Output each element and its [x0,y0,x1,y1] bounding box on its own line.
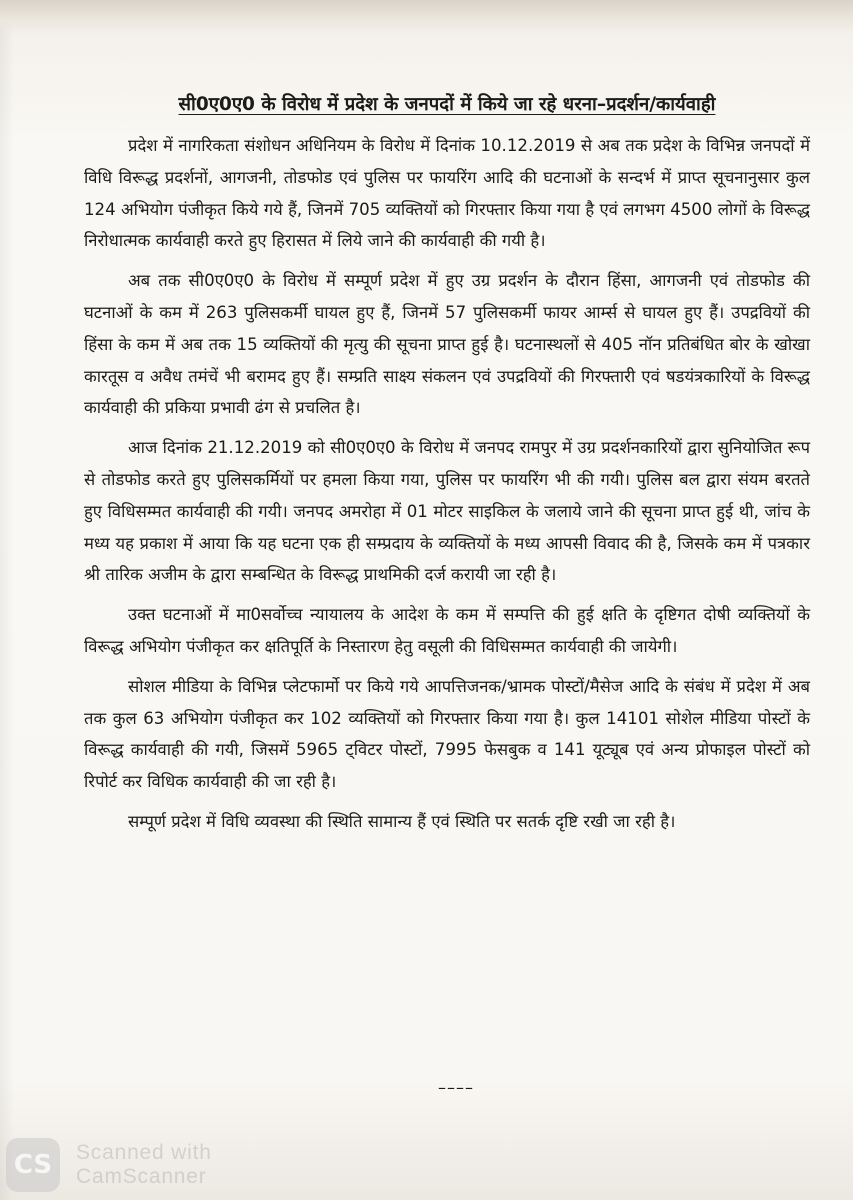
paragraph-damage-recovery: उक्त घटनाओं में मा0सर्वोच्च न्यायालय के आदेश के कम में सम्पत्ति की हुई क्षति के दृष्टिगत दोषी व्यक्तियों के विरूद्ध अभियोग पंजीकृत कर क्षतिपूर्ति के निस्तारण हेतु वसूली की विधिसम्मत कार्यवाही की जायेगी। [84,605,810,656]
paragraph-social-media: सोशल मीडिया के विभिन्न प्लेटफार्मो पर किये गये आपत्तिजनक/भ्रामक पोस्टों/मैसेज आदि के संबंध में प्रदेश में अब तक कुल 63 अभियोग पंजीकृत कर 102 व्यक्तियों को गिरफ्तार किया गया है। कुल 14101 सोशेल मीडिया पोस्टों के विरूद्ध कार्यवाही की गयी, जिसमें 5965 ट्विटर पोस्टों, 7995 फेसबुक व 141 यूट्यूब एवं अन्य प्रोफाइल पोस्टों को रिपोर्ट कर विधिक कार्यवाही की जा रही है। [84,676,810,792]
paragraph-violence-injuries: अब तक सी0ए0ए0 के विरोध में सम्पूर्ण प्रदेश में हुए उग्र प्रदर्शन के दौरान हिंसा, आगजनी एवं तोडफोड की घटनाओं के कम में 263 पुलिसकर्मी घायल हुए हैं, जिनमें 57 पुलिसकर्मी फायर आर्म्स से घायल हुए हैं। उपद्रवियों की हिंसा के कम में अब तक 15 व्यक्तियों की मृत्यु की सूचना प्राप्त हुई है। घटनास्थलों से 405 नॉन प्रतिबंधित बोर के खोखा कारतूस व अवैध तमंचें भी बरामद हुए हैं। सम्प्रति साक्ष्य संकलन एवं उपद्रवियों की गिरफ्तारी एवं षडयंत्रकारियों के विरूद्ध कार्यवाही की प्रकिया प्रभावी ढंग से प्रचलित है। [84,271,810,418]
paragraph-rampur-amroha: आज दिनांक 21.12.2019 को सी0ए0ए0 के विरोध में जनपद रामपुर में उग्र प्रदर्शनकारियों द्वारा सुनियोजित रूप से तोडफोड करते हुए पुलिसकर्मियों पर हमला किया गया, पुलिस पर फायरिंग भी की गयी। पुलिस बल द्वारा संयम बरतते हुए विधिसम्मत कार्यवाही की गयी। जनपद अमरोहा में 01 मोटर साइकिल के जलाये जाने की सूचना प्राप्त हुई थी, जांच के मध्य यह प्रकाश में आया कि यह घटना एक ही सम्प्रदाय के व्यक्तियों के मध्य आपसी विवाद की है, जिसके कम में पत्रकार श्री तारिक अजीम के द्वारा सम्बन्धित के विरूद्ध प्राथमिकी दर्ज करायी जा रही है। [84,438,810,585]
document-title: सी0ए0ए0 के विरोध में प्रदेश के जनपदों में किये जा रहे धरना–प्रदर्शन/कार्यवाही [178,94,716,115]
paragraph-law-order-status: सम्पूर्ण प्रदेश में विधि व्यवस्था की स्थिति सामान्य हैं एवं स्थिति पर सतर्क दृष्टि रखी जा रही है। [128,811,676,831]
camscanner-watermark [6,1138,212,1192]
scan-shadow-edge [0,0,853,34]
end-of-document-mark: –––– [438,1078,474,1097]
camscanner-logo-icon: CS [6,1138,60,1192]
watermark-line-2: CamScanner [76,1165,207,1188]
watermark-line-1: Scanned with [76,1141,212,1164]
document-body [84,90,810,846]
paragraph-arrests-summary: प्रदेश में नागरिकता संशोधन अधिनियम के विरोध में दिनांक 10.12.2019 से अब तक प्रदेश के विभिन्न जनपदों में विधि विरूद्ध प्रदर्शनों, आगजनी, तोडफोड एवं पुलिस पर फायरिंग आदि की घटनाओं के सन्दर्भ में प्राप्त सूचनानुसार कुल 124 अभियोग पंजीकृत किये गये हैं, जिनमें 705 व्यक्तियों को गिरफ्तार किया गया है एवं लगभग 4500 लोगों के विरूद्ध निरोधात्मक कार्यवाही करते हुए हिरासत में लिये जाने की कार्यवाही की गयी है। [84,136,810,251]
watermark-text [76,1141,212,1189]
